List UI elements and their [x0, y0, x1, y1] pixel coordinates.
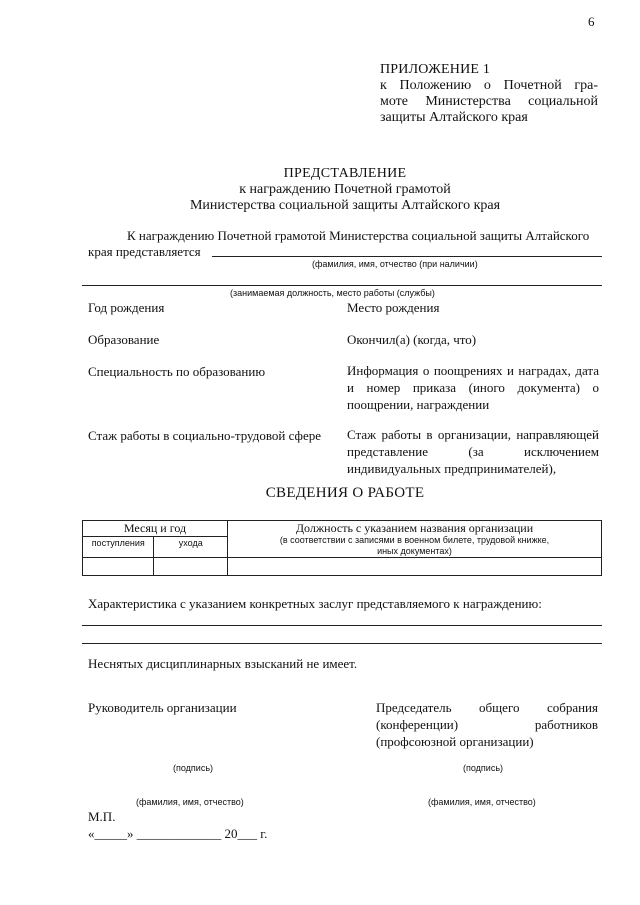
head-label: Руководитель организации [88, 700, 237, 715]
characteristic-label: Характеристика с указанием конкретных заслуг представляемого к награждению: [88, 596, 542, 611]
intro-line-1: К награждению Почетной грамотой Министерства социальной защиты Алтайского [127, 228, 590, 243]
heading-line-2: к награждению Почетной грамотой [239, 182, 451, 197]
fio-fill-line[interactable] [212, 256, 602, 257]
position-header [228, 521, 602, 558]
characteristic-line-2[interactable] [82, 643, 602, 644]
month-year-header: Месяц и год [83, 521, 228, 537]
chairman-signature-hint: (подпись) [463, 763, 504, 773]
work-history-table [82, 520, 602, 576]
appendix-line-2: моте Министерства социальной [380, 94, 598, 109]
end-header: ухода [154, 537, 228, 558]
head-fio-hint: (фамилия, имя, отчество) [136, 797, 244, 807]
stamp-label: М.П. [88, 809, 116, 824]
heading-line-3: Министерства социальной защиты Алтайского края [189, 198, 501, 213]
social-experience-label: Стаж работы в социально-трудовой сфере [88, 428, 321, 443]
appendix-line-1: к Положению о Почетной гра- [380, 78, 598, 93]
characteristic-line-1[interactable] [82, 625, 602, 626]
page-number: 6 [588, 14, 595, 29]
specialty-label: Специальность по образованию [88, 364, 266, 379]
position-fill-line[interactable] [82, 285, 602, 286]
birth-place-label: Место рождения [347, 300, 440, 315]
org-experience-label: Стаж работы в организации, направляющей представление (за исключением индивидуальных предпринимателей), [347, 427, 599, 476]
appendix-line-3: защиты Алтайского края [380, 110, 528, 125]
birth-year-label: Год рождения [88, 300, 165, 315]
position-hint: (занимаемая должность, место работы (службы) [230, 288, 435, 298]
chairman-label: Председатель общего собрания (конференции) работников (профсоюзной организации) [376, 700, 598, 749]
position-header-note-1: (в соответствии с записями в военном билете, трудовой книжке, [279, 535, 550, 545]
start-header: поступления [83, 537, 154, 558]
document-title: ПРЕДСТАВЛЕНИЕ [283, 166, 407, 181]
work-section-title: СВЕДЕНИЯ О РАБОТЕ [265, 485, 425, 501]
position-cell[interactable] [228, 558, 602, 576]
position-header-title: Должность с указанием названия организации [295, 521, 534, 535]
chairman-fio-hint: (фамилия, имя, отчество) [428, 797, 536, 807]
end-cell[interactable] [154, 558, 228, 576]
position-header-note-2: иных документах) [377, 546, 452, 556]
awards-info-label: Информация о поощрениях и наградах, дата и номер приказа (иного документа) о поощрении, награждении [347, 363, 599, 412]
graduated-label: Окончил(а) (когда, что) [347, 332, 477, 347]
fio-hint: (фамилия, имя, отчество (при наличии) [312, 259, 478, 269]
appendix-title: ПРИЛОЖЕНИЕ 1 [380, 62, 491, 77]
start-cell[interactable] [83, 558, 154, 576]
intro-line-2: края представляется [88, 244, 201, 259]
education-label: Образование [88, 332, 160, 347]
date-line[interactable]: «_____» _____________ 20___ г. [88, 826, 268, 841]
no-penalties-text: Неснятых дисциплинарных взысканий не имеет. [88, 656, 358, 671]
head-signature-hint: (подпись) [173, 763, 214, 773]
